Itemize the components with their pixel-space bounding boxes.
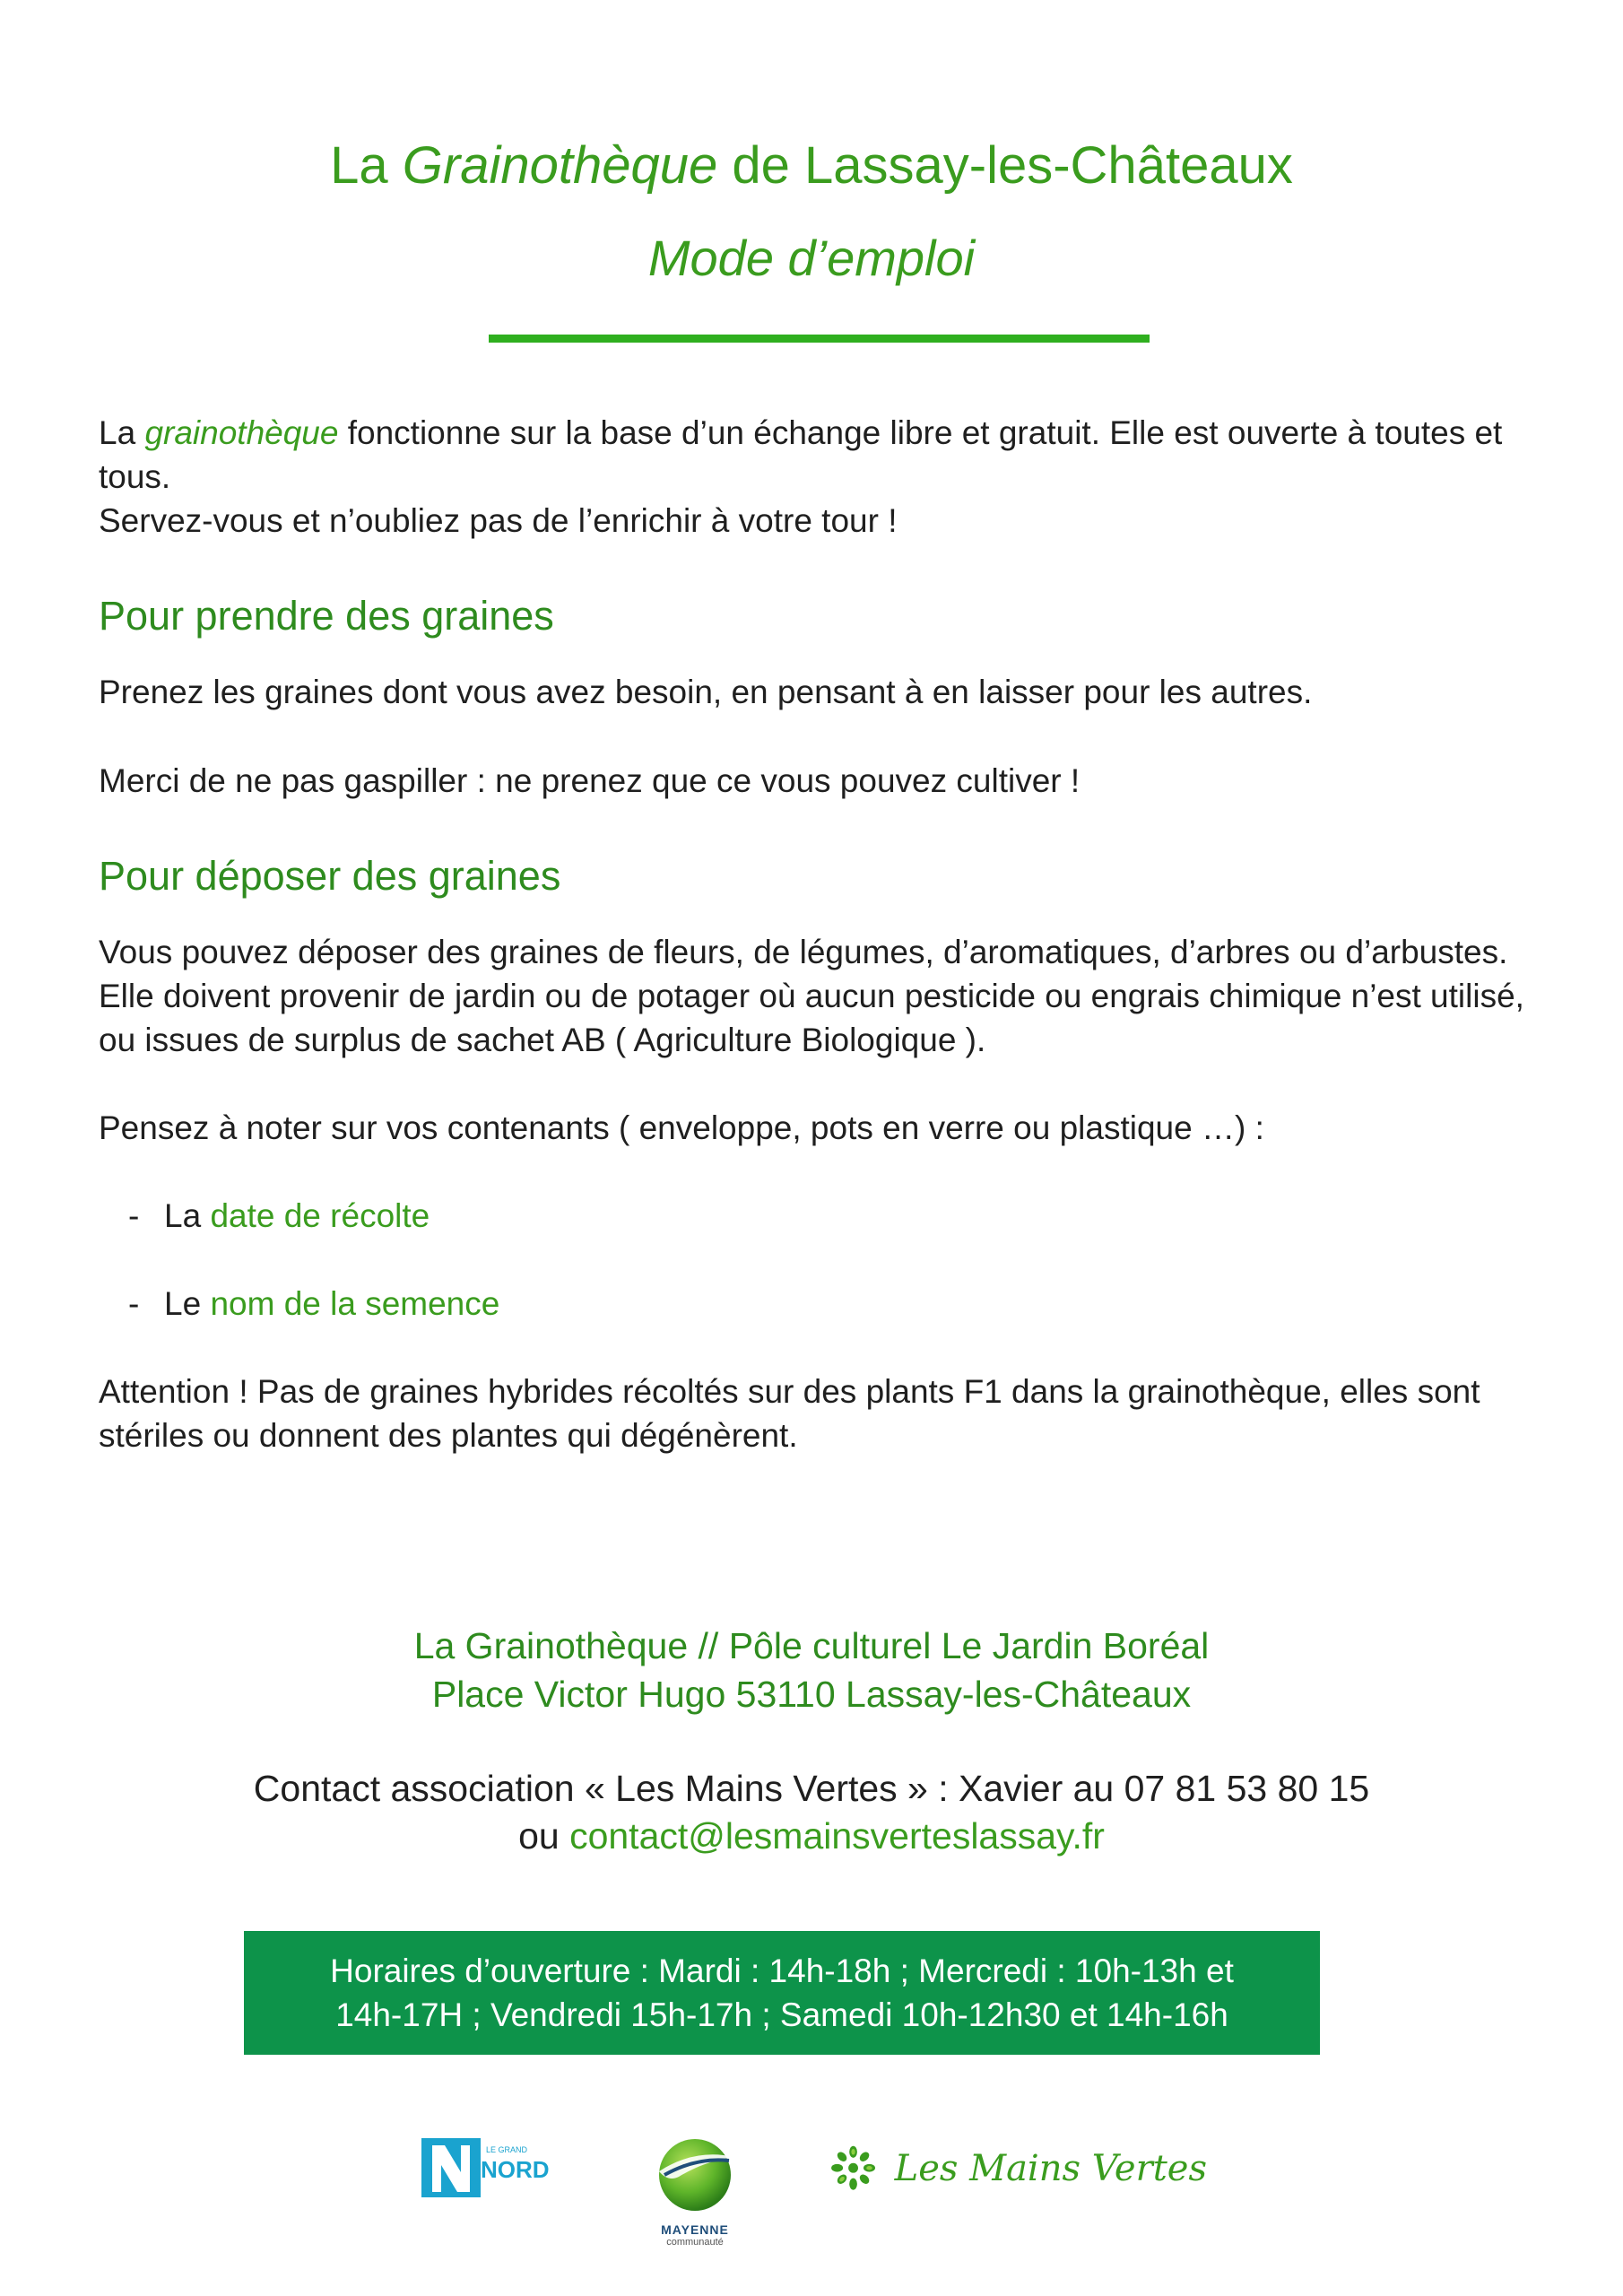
document-body <box>99 411 1533 1457</box>
title-prefix: La <box>330 136 403 195</box>
spacer <box>99 903 1533 930</box>
list-item <box>128 1194 1533 1238</box>
heading-take-seeds: Pour prendre des graines <box>99 593 554 639</box>
spacer <box>99 1150 1533 1194</box>
hands-circle-icon <box>830 2126 877 2211</box>
title-suffix: de Lassay-les-Châteaux <box>717 136 1293 195</box>
hours-line-2: 14h-17H ; Vendredi 15h-17h ; Samedi 10h-12h30 et 14h-16h <box>335 1996 1228 2033</box>
location-line-1: La Grainothèque // Pôle culturel Le Jardin Boréal <box>413 1625 1210 1666</box>
intro-paragraph <box>99 411 1533 499</box>
mayenne-subcaption: communauté <box>666 2237 724 2248</box>
mayenne-communaute-logo <box>646 2130 744 2256</box>
les-mains-vertes-logo <box>830 2126 1207 2211</box>
deposit-paragraph-1: Vous pouvez déposer des graines de fleurs, de légumes, d’aromatiques, d’arbres ou d’arbustes. Elle doivent provenir de jardin ou de potager où aucun pesticide ou engrais chimique n’est utilisé, ou issues de surplus de sachet AB ( Agriculture Biologique ). <box>99 934 1524 1058</box>
list-item-prefix: Le <box>164 1285 211 1322</box>
title-divider <box>489 335 1150 343</box>
document-header <box>0 126 1623 294</box>
list-item-highlight: nom de la semence <box>210 1285 500 1322</box>
document-title <box>0 126 1623 206</box>
list-item-prefix: La <box>164 1197 211 1234</box>
heading-deposit-seeds: Pour déposer des graines <box>99 853 561 899</box>
spacer <box>99 803 1533 849</box>
green-globe-icon <box>652 2130 738 2216</box>
intro-prefix: La <box>99 414 145 451</box>
spacer <box>99 714 1533 759</box>
nord-small-text: LE GRAND <box>486 2145 528 2154</box>
take-paragraph-2: Merci de ne pas gaspiller : ne prenez que ce vous pouvez cultiver ! <box>99 762 1081 799</box>
document-subtitle: Mode d’emploi <box>647 230 976 286</box>
contact-line: Contact association « Les Mains Vertes » : Xavier au 07 81 53 80 15 <box>253 1768 1370 1809</box>
spacer <box>99 543 1533 589</box>
location-address: Place Victor Hugo 53110 Lassay-les-Châteaux <box>431 1674 1192 1715</box>
intro-text: fonctionne sur la base d’un échange libre et gratuit. Elle est ouverte à toutes et tous. <box>99 414 1503 495</box>
deposit-paragraph-2: Pensez à noter sur vos contenants ( enveloppe, pots en verre ou plastique …) : <box>99 1109 1264 1146</box>
list-item-highlight: date de récolte <box>210 1197 430 1234</box>
nord-n-icon <box>421 2138 556 2197</box>
mayenne-caption: MAYENNE <box>661 2222 729 2237</box>
le-grand-nord-logo <box>421 2138 556 2197</box>
warning-paragraph: Attention ! Pas de graines hybrides récoltés sur des plants F1 dans la grainothèque, elles sont stériles ou donnent des plantes qui dégénèrent. <box>99 1373 1480 1454</box>
spacer <box>99 1062 1533 1106</box>
spacer <box>99 643 1533 670</box>
intro-emphasis: grainothèque <box>144 414 339 451</box>
hours-line-1: Horaires d’ouverture : Mardi : 14h-18h ; Mercredi : 10h-13h et <box>330 1952 1234 1989</box>
mains-vertes-wordmark: Les Mains Vertes <box>894 2147 1207 2189</box>
title-emphasis: Grainothèque <box>402 136 718 195</box>
take-paragraph-1: Prenez les graines dont vous avez besoin, en pensant à en laisser pour les autres. <box>99 674 1313 710</box>
list-item <box>128 1282 1533 1326</box>
spacer <box>99 1326 1533 1370</box>
contact-email-link[interactable]: contact@lesmainsverteslassay.fr <box>569 1815 1105 1857</box>
label-checklist <box>99 1194 1533 1326</box>
opening-hours-box <box>244 1931 1320 2055</box>
contact-block <box>0 1765 1623 1860</box>
nord-text: NORD <box>481 2156 550 2183</box>
contact-email-line <box>0 1813 1623 1860</box>
contact-or: ou <box>518 1815 570 1857</box>
location-block <box>0 1622 1623 1718</box>
intro-line2: Servez-vous et n’oubliez pas de l’enrichir à votre tour ! <box>99 502 898 539</box>
